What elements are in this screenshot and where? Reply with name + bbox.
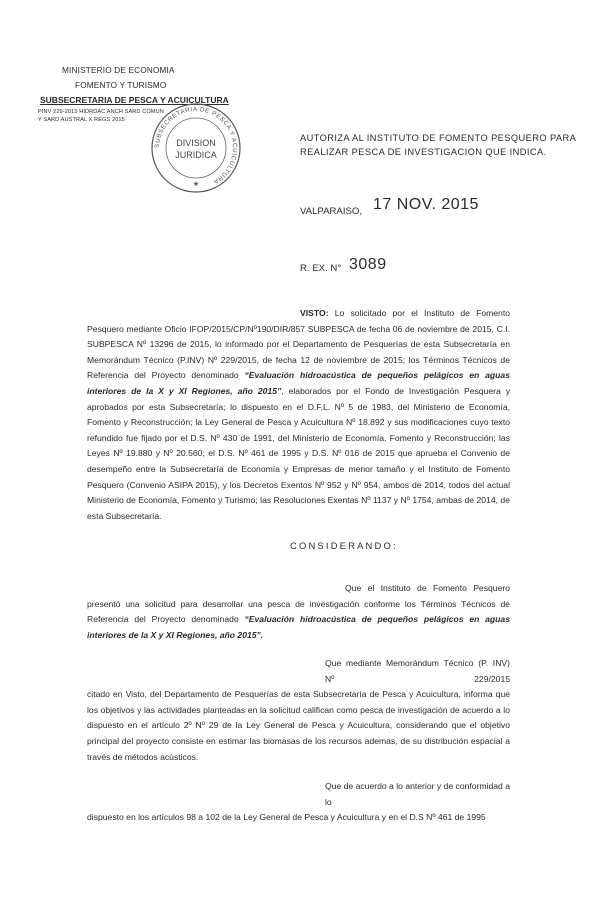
considerando-p1-project: “Evaluación hidroacústica de pequeños pelágicos en aguas interiores de la X y XI Regiones, año 2015”. — [87, 614, 510, 640]
date-value: 17 NOV. 2015 — [373, 196, 479, 213]
stamp-seal-icon — [150, 102, 242, 194]
subject-line2: REALIZAR PESCA DE INVESTIGACION QUE INDICA. — [300, 147, 547, 157]
visto-project-title: “Evaluación hidroacústica de pequeños pelágicos en aguas interiores de la X y XI Regiones, año 2015” — [87, 370, 510, 396]
resolution-label: R. EX. N° — [300, 263, 342, 274]
subject-line1: AUTORIZA AL INSTITUTO DE FOMENTO PESQUERO PARA — [300, 133, 577, 143]
stamp-text-line2: JURIDICA — [175, 150, 217, 160]
reference-code-line1: PINV 229-2015 HIDRDAC ANCH SARD COMUN — [38, 109, 164, 115]
ministry-name-line2: FOMENTO Y TURISMO — [75, 81, 167, 90]
visto-heading: VISTO: — [300, 308, 329, 318]
stamp-text-line1: DIVISION — [176, 138, 216, 148]
considerando-heading: CONSIDERANDO: — [290, 540, 398, 551]
ministry-name-line1: MINISTERIO DE ECONOMIA — [62, 66, 175, 75]
visto-paragraph — [87, 306, 510, 524]
resolution-number: 3089 — [349, 256, 387, 273]
stamp-ring-text: SUBSECRETARIA DE PESCA Y ACUICULTURA — [153, 105, 239, 186]
visto-rest-text: , elaborados por el Fondo de Investigación Pesquera y aprobados por esta Subsecretaría; lo dispuesto en el D.F.L. Nº 5 de 1983, del Ministerio de Economía, Fomento y Reconstrucción; la Ley General de Pesca y Acuicultura Nº 18.892 y sus modificaciones cuyo texto refundido fue fijado por el D.S. Nº 430 de 1991, del Ministerio de Economía, Fomento y Reconstrucción; las Leyes Nº 19.880 y Nº 20.560; el D.S. Nº 461 de 1995 y D.S. Nº 016 de 2015 que aprueba el Convenio de desempeño entre la Subsecretaría de Economía y Empresas de menor tamaño y el Instituto de Fomento Pesquero (Convenio ASIPA 2015), y los Decretos Exentos Nº 952 y Nº 954, ambos de 2014, todos del actual Ministerio de Economía, Fomento y Turismo; las Resoluciones Exentas Nº 1137 y Nº 1754, ambas de 2014, de esta Subsecretaría. — [87, 385, 510, 521]
division-juridica-stamp — [150, 102, 242, 194]
considerando-paragraph-3 — [87, 779, 510, 826]
reference-code-line2: Y SARD AUSTRAL X REGS 2015 — [38, 117, 125, 123]
subsecretaria-name: SUBSECRETARIA DE PESCA Y ACUICULTURA — [40, 95, 229, 105]
stamp-star-icon: ★ — [192, 181, 200, 188]
considerando-p1-lead: Que el Instituto de Fomento Pesquero presentó una solicitud para desarrollar una pesca de investigación conforme los Términos Técnicos de Referencia del Proyecto denominado — [87, 583, 510, 625]
date-city: VALPARAISO, — [300, 206, 363, 217]
considerando-p3-first-line: Que de acuerdo a lo anterior y de conformidad a lo — [325, 781, 510, 807]
considerando-p3-rest: dispuesto en los artículos 98 a 102 de la Ley General de Pesca y Acuicultura y en el D.S Nº 461 de 1995 — [87, 812, 486, 823]
considerando-p2-rest: citado en Visto, del Departamento de Pesquerías de esta Subsecretaría de Pesca y Acuicultura, informa que los objetivos y las actividades planteadas en la solicitud califican como pesca de investigación de acuerdo a lo dispuesto en el artículo 2º Nº 29 de la Ley General de Pesca y Acuicultura, considerando que el objetivo principal del proyecto consiste en estimar las biomasas de los recursos ademas, de su distribución espacial a través de métodos acústicos. — [87, 689, 510, 762]
considerando-p2-first-line: Que mediante Memorándum Técnico (P. INV) Nº 229/2015 — [325, 658, 510, 684]
considerando-paragraph-1 — [87, 581, 510, 643]
visto-lead-text: Lo solicitado por el Instituto de Fomento Pesquero mediante Oficio IFOP/2015/CP/Nº190/DIR/857 SUBPESCA de fecha 06 de noviembre de 2015, C.I. SUBPESCA Nº 13296 de 2015, lo informado por el Departamento de Pesquerías de esta Subsecretaría en Memorándum Técnico (P.INV) Nº 229/2015, de fecha 12 de noviembre de 2015; los Términos Técnicos de Referencia del Proyecto denominado — [87, 308, 511, 381]
considerando-paragraph-2 — [87, 656, 510, 765]
